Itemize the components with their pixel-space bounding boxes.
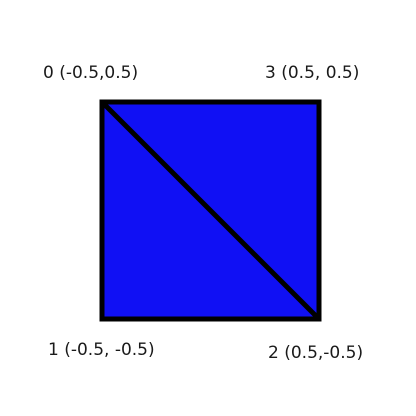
vertex-3-label: 3 (0.5, 0.5): [265, 63, 360, 83]
vertex-2-label: 2 (0.5,-0.5): [268, 343, 364, 363]
vertex-0-label: 0 (-0.5,0.5): [43, 63, 139, 83]
vertex-1-label: 1 (-0.5, -0.5): [48, 340, 155, 360]
